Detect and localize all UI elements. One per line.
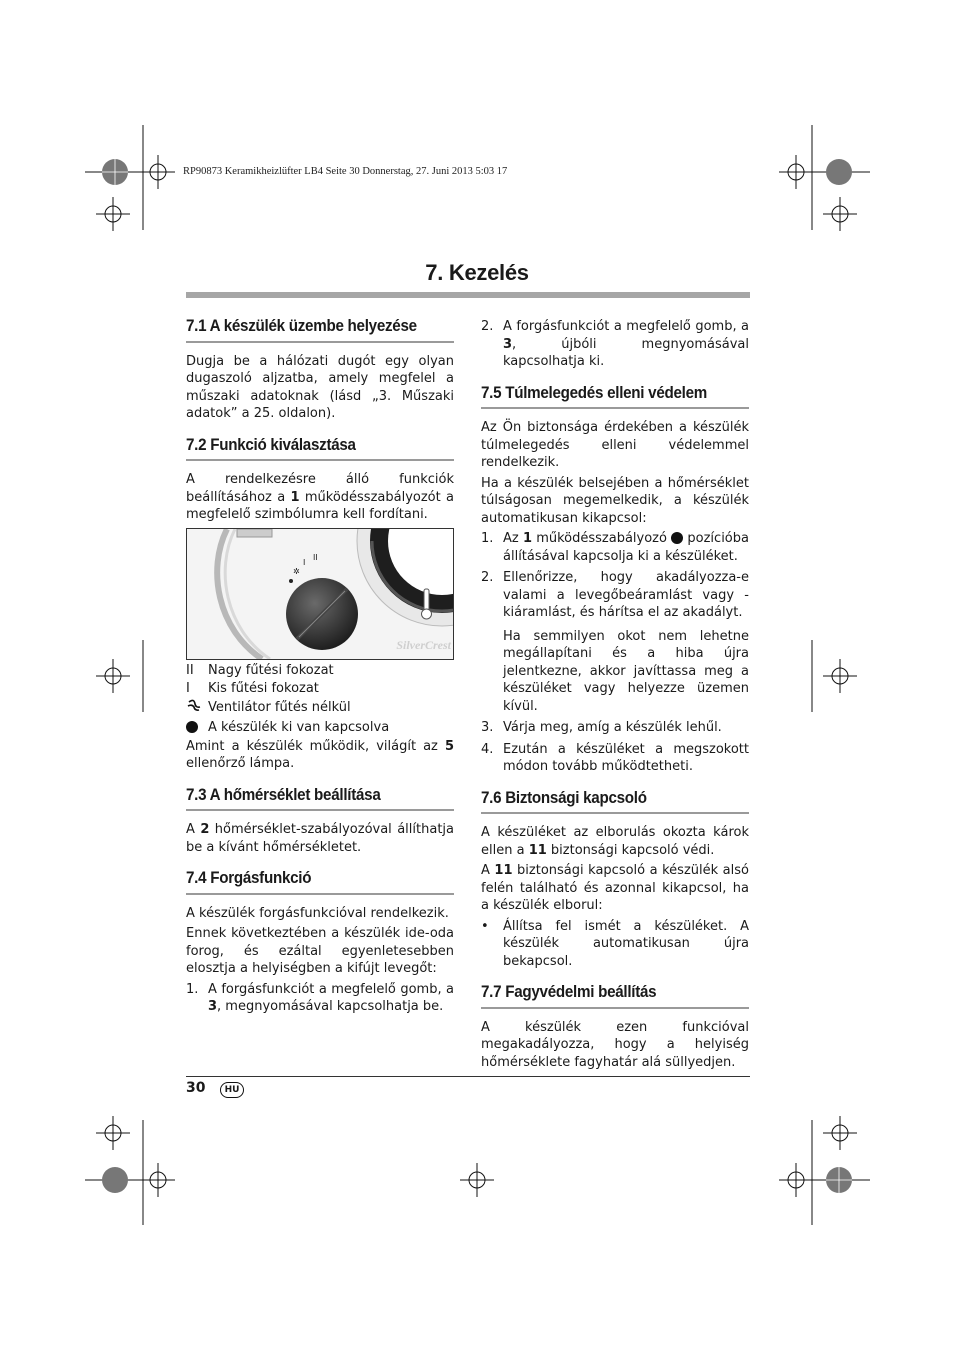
section-7-6 — [481, 790, 749, 971]
language-badge: HU — [220, 1082, 244, 1098]
print-header: RP90873 Keramikheizlüfter LB4 Seite 30 Donnerstag, 27. Juni 2013 5:03 17 — [183, 166, 508, 177]
paragraph: Amint a készülék működik, világít az 5 ellenőrző lámpa. — [186, 738, 454, 771]
footer-divider — [186, 1076, 750, 1077]
svg-text:❄: ❄ — [417, 556, 429, 573]
section-7-5 — [481, 385, 749, 776]
left-column — [186, 318, 454, 1030]
paragraph: Az Ön biztonsága érdekében a készülék túlmelegedés elleni védelemmel rendelkezik. — [481, 420, 749, 470]
svg-text:II: II — [313, 552, 318, 562]
page-title: 7. Kezelés — [425, 260, 529, 285]
paragraph: A készülék forgásfunkcióval rendelkezik. — [186, 905, 449, 921]
title-divider — [186, 292, 750, 298]
section-heading: 7.5 Túlmelegedés elleni védelem — [481, 383, 708, 402]
section-heading: 7.7 Fagyvédelmi beállítás — [481, 983, 657, 1001]
control-panel-illustration — [186, 528, 454, 660]
section-7-4 — [186, 870, 454, 1016]
paragraph: Ennek következtében a készülék ide-oda forog, és ezáltal egyenletesebben elosztja a helyiségben a kifújt levegőt: — [186, 926, 454, 976]
paragraph: A 11 biztonsági kapcsoló a készülék alsó felén található és azonnal kikapcsol, ha a készülék elborul: — [481, 863, 749, 913]
legend-row: Ventilátor fűtés nélkül — [186, 699, 454, 719]
list-item: 2. A forgásfunkciót a megfelelő gomb, a 3, újbóli megnyomásával kapcsolhatja ki. — [481, 319, 749, 369]
symbol-legend — [186, 662, 454, 737]
paragraph: Ha a készülék belsejében a hőmérséklet túlságosan megemelkedik, a készülék automatikusan kikapcsol: — [481, 475, 749, 526]
fan-icon — [186, 699, 202, 713]
list-item: 2. Ellenőrizze, hogy akadályozza-e valami a levegőbeáramlást vagy -kiáramlást, és hárítsa el az akadályt. Ha semmilyen okot nem lehetne megállapítani és a hiba újra jelentkezne, akkor javíttassa meg a készüléket vagy helyezze üzemen kívül. — [481, 570, 749, 714]
paragraph: A rendelkezésre álló funkciók beállításához a 1 működésszabályozót a megfelelő szimbólumra kell fordítani. — [186, 472, 454, 522]
section-7-1 — [186, 318, 454, 423]
off-icon — [186, 721, 198, 733]
section-7-3 — [186, 787, 454, 857]
section-heading: 7.2 Funkció kiválasztása — [186, 435, 356, 454]
brand-logo: SilverCrest — [396, 638, 451, 652]
right-column — [481, 318, 749, 1085]
page-number: 30 — [186, 1080, 206, 1096]
svg-text:I: I — [303, 557, 306, 567]
paragraph: Dugja be a hálózati dugót egy olyan dugaszoló aljzatba, amely megfelel a műszaki adatoknak (lásd „3. Műszaki adatok” a 25. oldalon). — [186, 353, 454, 421]
section-7-2 — [186, 437, 454, 773]
paragraph: A készülék ezen funkcióval megakadályozza, hogy a helyiség hőmérséklete fagyhatár alá süllyedjen. — [481, 1019, 749, 1070]
legend-row: A készülék ki van kapcsolva — [186, 719, 454, 737]
list-item: 1. A forgásfunkciót a megfelelő gomb, a 3, megnyomásával kapcsolhatja be. — [186, 981, 454, 1014]
section-heading: 7.1 A készülék üzembe helyezése — [186, 317, 417, 335]
section-heading: 7.6 Biztonsági kapcsoló — [481, 788, 647, 807]
section-7-7 — [481, 984, 749, 1071]
list-item: 1. Az 1 működésszabályozó pozícióba állításával kapcsolja ki a készüléket. — [481, 531, 749, 564]
section-heading: 7.4 Forgásfunkció — [186, 869, 312, 887]
legend-row: II Nagy fűtési fokozat — [186, 662, 334, 678]
paragraph: A 2 hőmérséklet-szabályozóval állíthatja be a kívánt hőmérsékletet. — [186, 822, 454, 855]
section-heading: 7.3 A hőmérséklet beállítása — [186, 785, 381, 804]
legend-row: I Kis fűtési fokozat — [186, 681, 319, 696]
bullet-item: • Állítsa fel ismét a készüléket. A készülék automatikusan újra bekapcsol. — [481, 918, 749, 969]
off-icon — [671, 532, 683, 544]
list-item: 3. Várja meg, amíg a készülék lehűl. — [481, 720, 722, 735]
paragraph: A készüléket az elborulás okozta károk ellen a 11 biztonsági kapcsoló védi. — [481, 825, 749, 858]
svg-text:✲: ✲ — [293, 566, 300, 576]
list-item: 4. Ezután a készüléket a megszokott módon tovább működtetheti. — [481, 741, 749, 774]
